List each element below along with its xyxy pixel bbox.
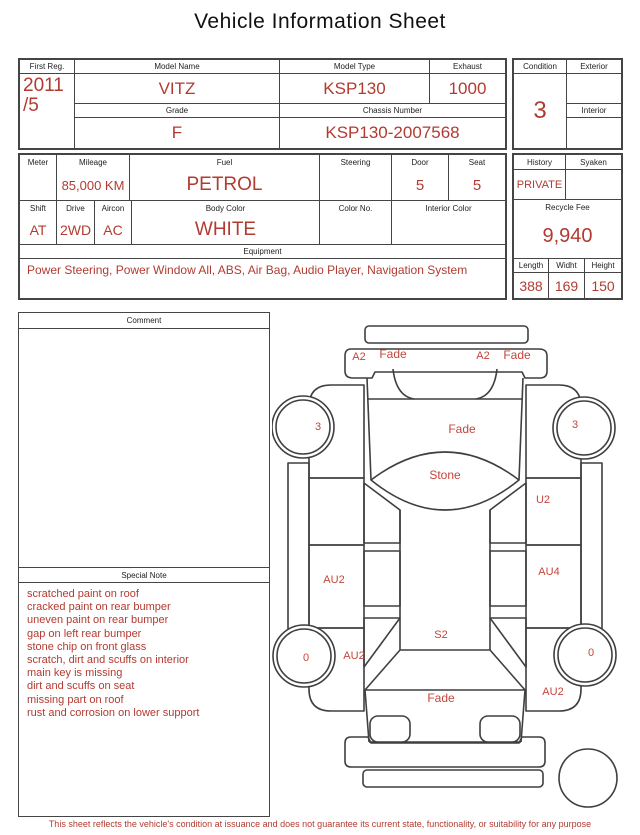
dimensions-header-row [514, 259, 621, 273]
spec-table [18, 153, 507, 300]
shift-label: Shift [20, 201, 57, 215]
right-front-window [490, 483, 526, 543]
chassis-number-label: Chassis Number [280, 104, 505, 118]
exterior-label: Exterior [567, 60, 621, 74]
damage-label-left-rear-wheel: 0 [302, 652, 310, 664]
spec-value-row-1 [20, 170, 505, 201]
length-label: Length [514, 259, 549, 273]
damage-label-roof-rear: S2 [434, 629, 448, 641]
right-front-door [526, 478, 581, 545]
special-note-item: main key is missing [27, 667, 123, 680]
shift-value: AT [20, 215, 57, 245]
special-note-label: Special Note [19, 567, 269, 583]
special-note-list [19, 583, 269, 816]
right-rear-door [526, 545, 581, 628]
first-reg-value: 2011 /5 [20, 74, 75, 148]
left-front-door [309, 478, 364, 545]
car-damage-diagram [272, 312, 638, 810]
front-right-wheel [557, 401, 611, 455]
aircon-label: Aircon [95, 201, 132, 215]
damage-label-front-bumper-right-corner: A2 [476, 350, 490, 362]
body-color-value: WHITE [132, 215, 320, 245]
grade-value: F [75, 118, 280, 148]
damage-label-left-rear-fender: AU2 [343, 650, 365, 662]
damage-label-front-bumper-right: Fade [503, 348, 531, 362]
damage-label-right-rear-door: AU4 [538, 566, 560, 578]
height-value: 150 [591, 277, 615, 294]
height-label: Height [585, 259, 621, 273]
special-note-item: uneven paint on rear bumper [27, 614, 169, 627]
model-type-label: Model Type [280, 60, 430, 74]
fuel-label: Fuel [130, 155, 320, 170]
special-note-item: gap on left rear bumper [27, 627, 142, 640]
left-rear-window [364, 551, 400, 606]
syaken-value [566, 170, 621, 200]
aircon-value: AC [95, 215, 132, 245]
history-table [512, 153, 623, 300]
seat-label: Seat [468, 158, 486, 167]
meter-label: Meter [20, 155, 57, 170]
damage-label-front-left-wheel: 3 [314, 421, 322, 433]
special-note-item: rust and corrosion on lower support [27, 706, 200, 719]
special-note-item: missing part on roof [27, 693, 124, 706]
special-note-item: stone chip on front glass [27, 640, 147, 653]
right-headrest [480, 716, 520, 742]
mileage-value: 85,000 KM [57, 170, 130, 201]
interior-value [567, 118, 621, 148]
right-quarter-window [490, 618, 526, 667]
body-color-label: Body Color [132, 201, 320, 215]
history-header-row [514, 155, 621, 170]
rear-lower-bar [363, 770, 543, 787]
damage-label-left-rear-door: AU2 [323, 574, 345, 586]
front-top-bar [365, 326, 528, 343]
right-headlight-arc [476, 369, 497, 399]
exterior-value [567, 74, 621, 104]
door-value: 5 [392, 170, 449, 201]
hood-left-edge [367, 378, 371, 480]
seat-value: 5 [449, 170, 505, 201]
spare-tire [559, 749, 617, 807]
front-left-wheel [276, 400, 330, 454]
interior-color-label: Interior Color [425, 203, 472, 213]
equipment-header-row [20, 245, 505, 259]
spec-header-row-2 [20, 201, 505, 215]
mileage-label: Mileage [57, 155, 130, 170]
disclaimer-text: This sheet reflects the vehicle's condition at issuance and does not guarantee its current state, functionality, or suitability for any purpose [48, 819, 592, 829]
equipment-value: Power Steering, Power Window All, ABS, Air Bag, Audio Player, Navigation System [27, 263, 468, 277]
door-label: Door [392, 155, 449, 170]
meter-value [20, 170, 57, 201]
special-note-item: scratched paint on roof [27, 588, 139, 600]
left-front-window [364, 483, 400, 543]
chassis-number-value: KSP130-2007568 [325, 123, 460, 142]
condition-table [512, 58, 623, 150]
recycle-fee-label: Recycle Fee [545, 203, 590, 212]
exhaust-label: Exhaust [430, 60, 505, 74]
width-label: Widht [549, 259, 585, 273]
left-quarter-window [364, 618, 400, 667]
damage-label-front-bumper-left-corner: A2 [352, 351, 366, 363]
special-note-item: scratch, dirt and scuffs on interior [27, 653, 189, 666]
grade-label: Grade [75, 104, 280, 118]
exhaust-value: 1000 [430, 74, 505, 104]
trunk-left-edge [365, 690, 369, 742]
special-note-item: cracked paint on rear bumper [27, 601, 171, 614]
damage-label-front-bumper-left: Fade [379, 347, 407, 361]
damage-label-right-rear-wheel: 0 [587, 647, 595, 659]
comment-label: Comment [19, 313, 269, 329]
condition-value: 3 [514, 74, 567, 148]
damage-label-front-right-wheel: 3 [571, 419, 579, 431]
damage-label-right-rear-fender: AU2 [542, 686, 564, 698]
special-note-item: dirt and scuffs on seat [27, 680, 135, 693]
interior-label: Interior [567, 104, 621, 118]
comment-panel [18, 312, 270, 817]
model-type-value: KSP130 [280, 74, 430, 104]
hood-right-edge [519, 378, 523, 480]
color-no-value [320, 215, 392, 245]
damage-label-windshield: Stone [429, 468, 461, 482]
history-value-row [514, 170, 621, 200]
syaken-label: Syaken [566, 155, 621, 170]
drive-value: 2WD [57, 215, 95, 245]
dimensions-value-row [514, 273, 621, 298]
width-value: 169 [549, 273, 585, 298]
page-title: Vehicle Information Sheet [194, 10, 446, 33]
recycle-fee-value: 9,940 [514, 215, 621, 259]
trunk-right-edge [521, 690, 525, 742]
spec-header-row-1 [20, 155, 505, 170]
left-rear-door [309, 545, 364, 628]
damage-label-right-front-door: U2 [535, 494, 551, 506]
damage-label-hood: Fade [448, 422, 476, 436]
left-headrest [370, 716, 410, 742]
history-label: History [514, 155, 566, 170]
comment-value [19, 329, 269, 567]
spec-value-row-2 [20, 215, 505, 245]
length-value: 388 [514, 273, 549, 298]
color-no-label: Color No. [320, 201, 392, 215]
drive-label: Drive [57, 201, 95, 215]
rear-right-wheel [558, 628, 612, 682]
info-table [18, 58, 507, 150]
right-rear-window [490, 551, 526, 606]
interior-color-value [392, 215, 505, 245]
model-name-value: VITZ [75, 74, 280, 104]
fuel-value: PETROL [130, 170, 320, 201]
steering-label: Steering [320, 155, 392, 170]
first-reg-label: First Reg. [20, 60, 75, 74]
damage-label-trunk: Fade [427, 691, 455, 705]
condition-label: Condition [514, 60, 567, 74]
equipment-label: Equipment [243, 247, 282, 256]
steering-value [320, 170, 392, 201]
history-value: PRIVATE [514, 170, 566, 200]
left-headlight-arc [393, 369, 414, 399]
rear-window [365, 650, 525, 690]
model-name-label: Model Name [75, 60, 280, 74]
